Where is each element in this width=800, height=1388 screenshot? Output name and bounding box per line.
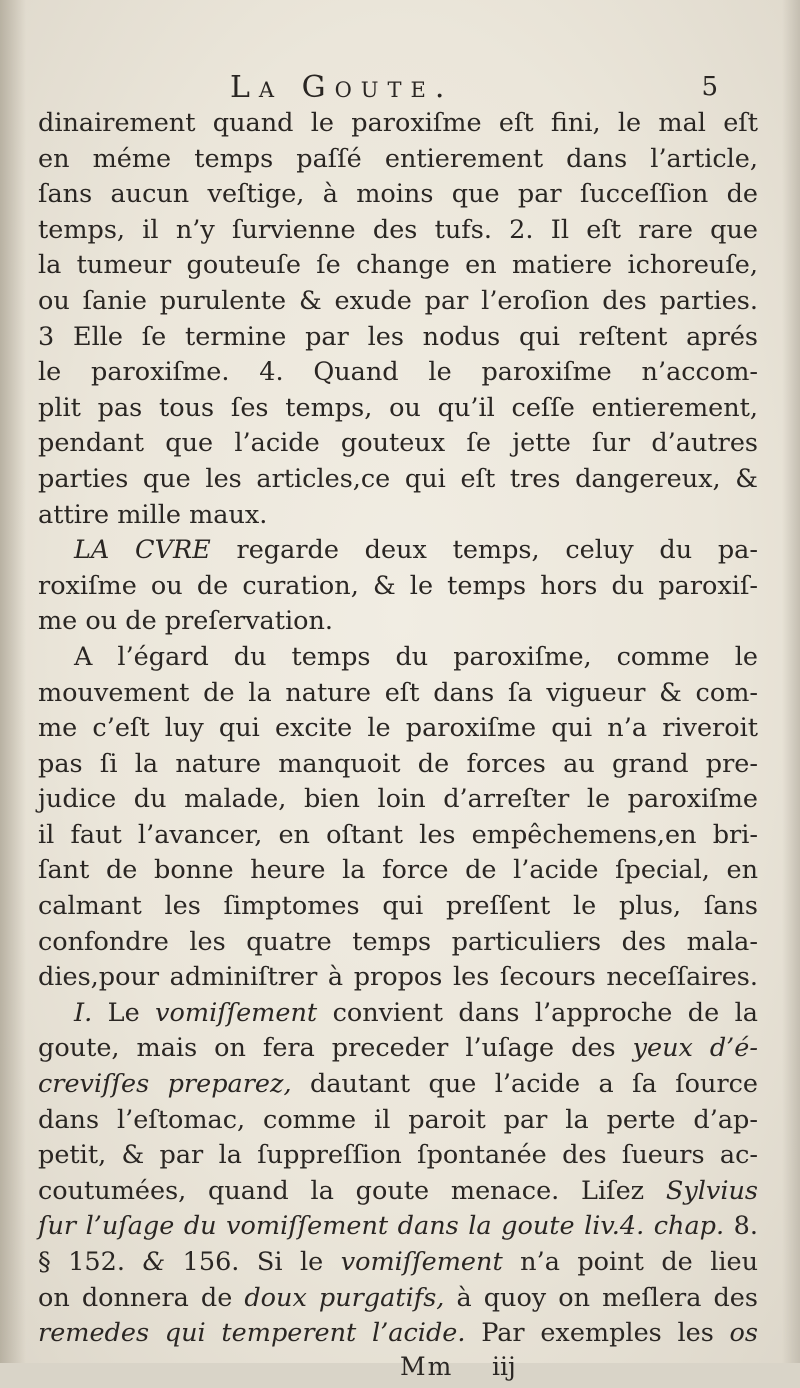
text-block xyxy=(38,70,758,1388)
paragraph-line: calmant les ſimptomes qui preſſent le plus, ſans xyxy=(38,891,758,922)
paragraph-line: mouvement de la nature eſt dans ſa vigueur & com- xyxy=(38,677,758,708)
paragraph-line: il faut l’avancer, en oſtant les empêchemens,en bri- xyxy=(38,819,758,850)
paragraph-line: dies,pour adminiſtrer à propos les ſecours neceſſaires. xyxy=(38,962,758,993)
body-line: pendant que l’acide gouteux ſe jette ſur d’autres xyxy=(38,428,758,459)
vomit-line-1: I. Le vomiſſement convient dans l’approche de la xyxy=(74,997,759,1028)
vomit-line-2: goute, mais on fera preceder l’uſage des yeux d’é- xyxy=(38,1033,758,1064)
vomit-line-4: dans l’eſtomac, comme il paroit par la perte d’ap- xyxy=(38,1104,758,1135)
cure-line-3: me ou de preſervation. xyxy=(38,606,333,637)
paragraph-line: ſant de bonne heure la force de l’acide ſpecial, en xyxy=(38,855,758,886)
paragraph-line: judice du malade, bien loin d’arreſter le paroxiſme xyxy=(38,784,758,815)
cure-line-2: roxiſme ou de curation, & le temps hors du paroxiſ- xyxy=(38,570,758,601)
body-line: parties que les articles,ce qui eſt tres dangereux, & xyxy=(38,463,758,494)
vomit-line-3: creviſſes preparez, dautant que l’acide a ſa ſource xyxy=(38,1069,759,1100)
running-title: La Goute. xyxy=(230,70,454,105)
paragraph-line: pas ſi la nature manquoit de forces au grand pre- xyxy=(38,748,758,779)
vomit-line-5: petit, & par la ſuppreſſion ſpontanée des ſueurs ac- xyxy=(38,1140,758,1171)
vomit-line-6: coutumées, quand la goute menace. Liſez Sylvius xyxy=(38,1175,758,1206)
body-line: attire mille maux. xyxy=(38,499,268,530)
body-line: 3 Elle ſe termine par les nodus qui reſtent aprés xyxy=(38,321,758,352)
body-line: ou ſanie purulente & exude par l’eroſion des parties. xyxy=(38,285,758,316)
body-line: ſans aucun veſtige, à moins que par ſucceſſion de xyxy=(38,179,758,210)
cure-line-1: LA CVRE regarde deux temps, celuy du pa- xyxy=(74,535,758,566)
signature-number: iij xyxy=(492,1351,516,1381)
vomit-line-9: on donnera de doux purgatifs, à quoy on meſlera des xyxy=(38,1282,758,1313)
paragraph-line: me c’eſt luy qui excite le paroxiſme qui n’a riveroit xyxy=(38,713,758,744)
body-line: en méme temps paſſé entierement dans l’article, xyxy=(38,143,758,174)
vomit-line-7: ſur l’uſage du vomiſſement dans la goute liv.4. chap. 8. xyxy=(38,1211,759,1242)
body-line: la tumeur gouteuſe ſe change en matiere ichoreuſe, xyxy=(38,250,758,281)
paragraph-line: A l’égard du temps du paroxiſme, comme le xyxy=(74,641,758,672)
body-line: temps, il n’y ſurvienne des tufs. 2. Il eſt rare que xyxy=(38,214,758,245)
body-line: le paroxiſme. 4. Quand le paroxiſme n’accom- xyxy=(38,357,758,388)
body-line: plit pas tous ſes temps, ou qu’il ceſſe entierement, xyxy=(38,392,758,423)
vomit-line-10: remedes qui temperent l’acide. Par exemples les os xyxy=(38,1318,758,1349)
body-line: dinairement quand le paroxiſme eſt fini, le mal eſt xyxy=(38,108,758,138)
signature-line xyxy=(38,1352,758,1388)
paragraph-line: confondre les quatre temps particuliers des mala- xyxy=(38,926,758,957)
running-head xyxy=(38,70,758,106)
vomit-line-8: § 152. & 156. Si le vomiſſement n’a point de lieu xyxy=(38,1247,759,1277)
signature-mark: Mm xyxy=(400,1351,454,1381)
page-number: 5 xyxy=(701,72,718,102)
cure-heading: LA CVRE xyxy=(74,535,211,566)
